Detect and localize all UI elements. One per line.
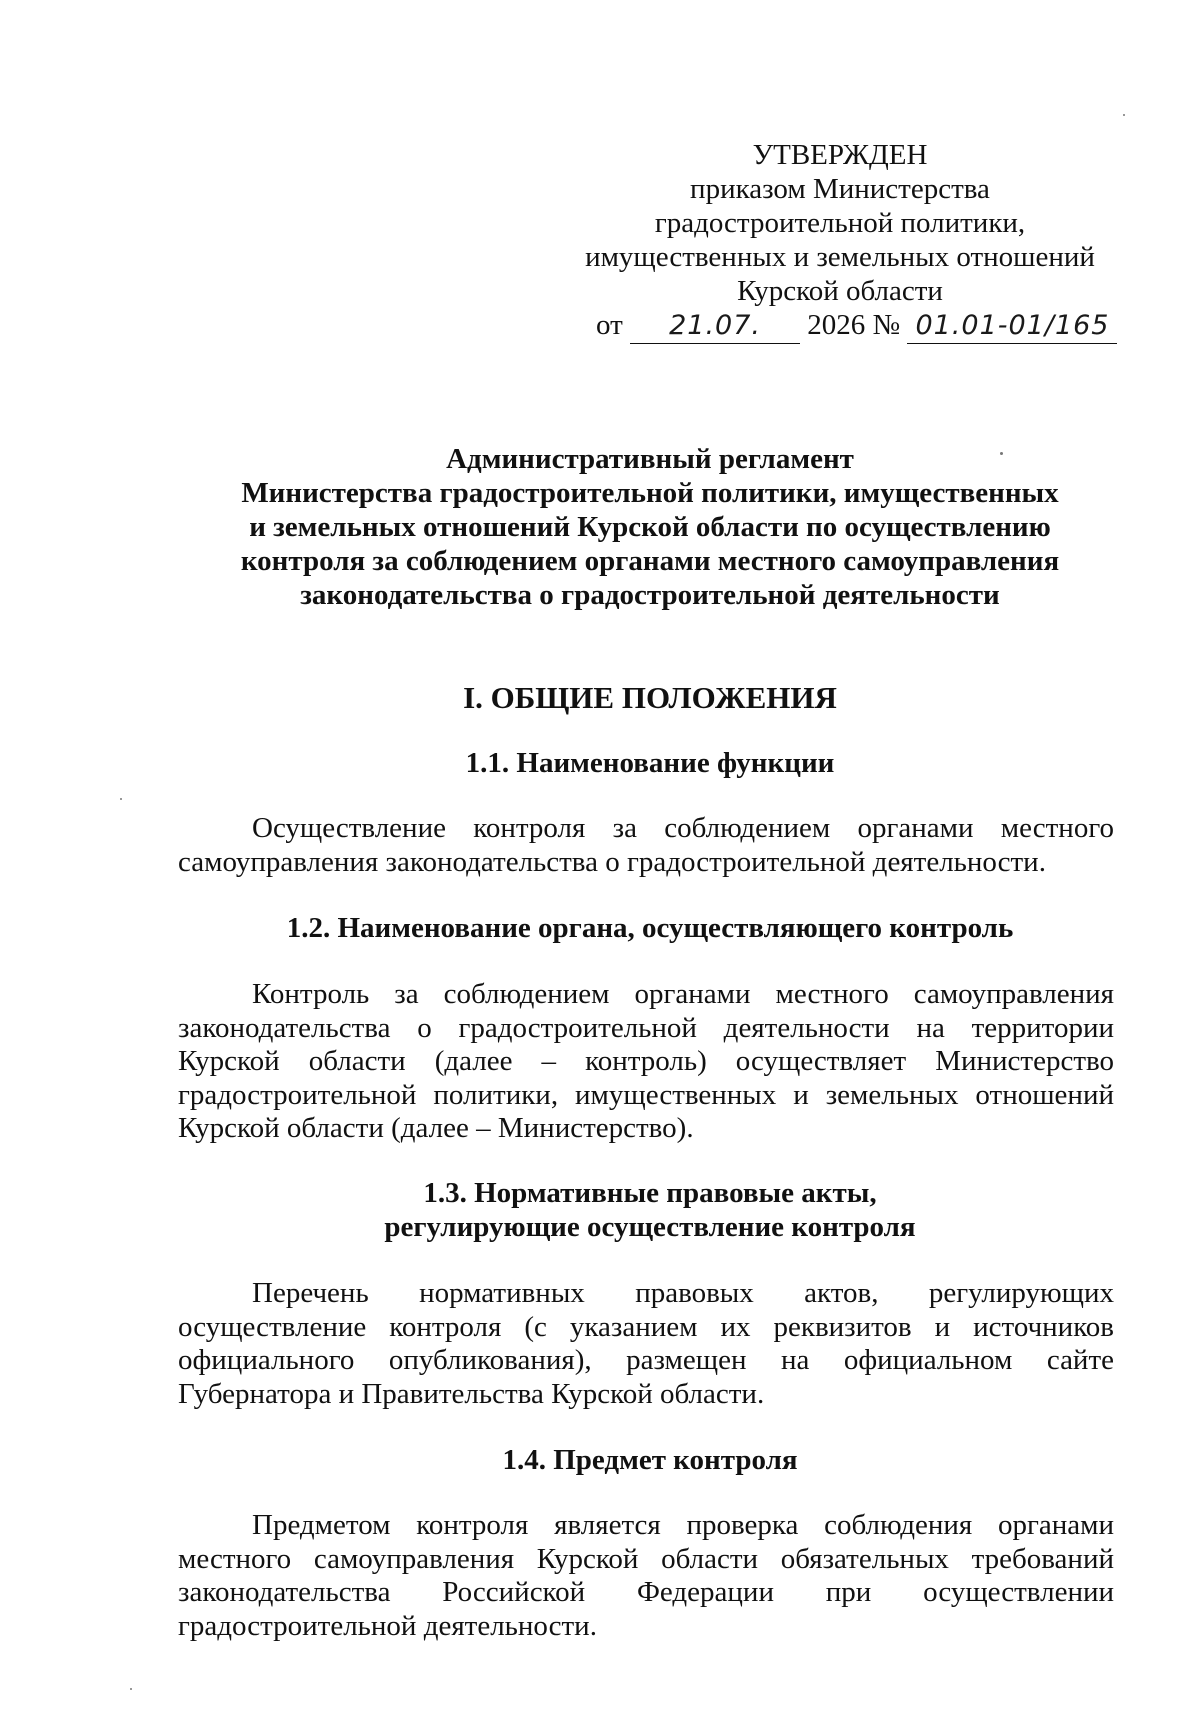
approval-line: имущественных и земельных отношений — [585, 241, 1095, 273]
subsection-heading-line: 1.2. Наименование органа, осуществляющего контроль — [286, 912, 1014, 944]
scan-speck — [1000, 452, 1003, 455]
title-line: Министерства градостроительной политики, имущественных — [241, 477, 1059, 509]
paragraph-line: законодательства о градостроительной деятельности на территории — [178, 1011, 1114, 1044]
paragraph-1-3 — [178, 1277, 1114, 1411]
date-field — [630, 308, 800, 344]
approval-line: приказом Министерства — [690, 173, 990, 205]
document-title — [170, 442, 1130, 612]
approval-block — [560, 138, 1120, 308]
subsection-heading-line: регулирующие осуществление контроля — [384, 1211, 916, 1243]
paragraph-line: осуществление контроля (с указанием их реквизитов и источников — [178, 1310, 1114, 1343]
paragraph-line: местного самоуправления Курской области обязательных требований — [178, 1542, 1114, 1575]
subsection-heading-line: 1.4. Предмет контроля — [502, 1444, 798, 1476]
paragraph-line: Губернатора и Правительства Курской области. — [178, 1377, 765, 1410]
paragraph-1-1 — [178, 812, 1114, 879]
number-field — [907, 308, 1117, 344]
paragraph-line: градостроительной деятельности. — [178, 1609, 597, 1642]
approval-line: градостроительной политики, — [654, 207, 1026, 239]
scan-speck — [1123, 114, 1125, 116]
year-number-label: 2026 № — [807, 309, 901, 341]
title-line: и земельных отношений Курской области по осуществлению — [249, 511, 1051, 543]
title-line: контроля за соблюдением органами местного самоуправления — [240, 545, 1060, 577]
paragraph-line: официального опубликования), размещен на официальном сайте — [178, 1344, 1114, 1376]
paragraph-line: самоуправления законодательства о градостроительной деятельности. — [178, 845, 1046, 878]
handwritten-number: 01.01-01/165 — [915, 310, 1110, 341]
paragraph-1-2 — [178, 978, 1114, 1146]
date-prefix: от — [596, 309, 623, 341]
handwritten-date: 21.07. — [669, 310, 761, 341]
title-line: законодательства о градостроительной деятельности — [300, 579, 1000, 611]
subsection-heading-1-4 — [170, 1443, 1130, 1477]
paragraph-line: Контроль за соблюдением органами местного самоуправления — [252, 978, 1114, 1010]
subsection-heading-1-1 — [170, 746, 1130, 780]
approval-label: УТВЕРЖДЕН — [752, 139, 928, 171]
title-line: Административный регламент — [446, 443, 854, 475]
subsection-heading-line: 1.3. Нормативные правовые акты, — [423, 1177, 877, 1209]
subsection-heading-line: 1.1. Наименование функции — [465, 747, 835, 779]
subsection-heading-1-3 — [170, 1176, 1130, 1244]
paragraph-line: Осуществление контроля за соблюдением органами местного — [252, 812, 1114, 844]
scan-speck — [120, 798, 122, 800]
paragraph-line: Курской области (далее – Министерство). — [178, 1112, 694, 1144]
paragraph-line: Предметом контроля является проверка соблюдения органами — [252, 1509, 1114, 1541]
paragraph-line: градостроительной политики, имущественных и земельных отношений — [178, 1078, 1114, 1111]
subsection-heading-1-2 — [170, 911, 1130, 945]
paragraph-line: Курской области (далее – контроль) осуществляет Министерство — [178, 1045, 1114, 1077]
paragraph-1-4 — [178, 1509, 1114, 1643]
paragraph-line: Перечень нормативных правовых актов, регулирующих — [252, 1277, 1114, 1309]
scan-speck — [130, 1688, 132, 1690]
paragraph-line: законодательства Российской Федерации при осуществлении — [178, 1576, 1114, 1608]
approval-date-line — [596, 308, 1156, 344]
section-heading: I. ОБЩИЕ ПОЛОЖЕНИЯ — [463, 680, 837, 715]
approval-line: Курской области — [737, 275, 943, 307]
